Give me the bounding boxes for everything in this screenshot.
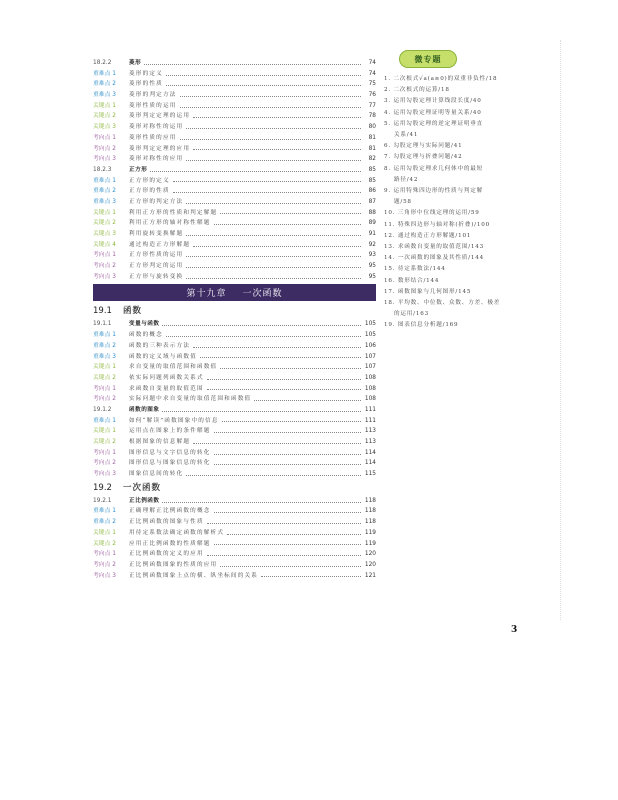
point-tag: 重难点 2: [93, 188, 116, 195]
dot-leader: [166, 336, 361, 337]
page-ref: 82: [368, 156, 376, 163]
toc-entry[interactable]: [93, 272, 376, 283]
point-tag: 关键点 1: [93, 364, 116, 371]
micro-topic-item[interactable]: 1. 二次根式√a(a≥0)的双重非负性/18: [384, 76, 498, 82]
dot-leader: [214, 512, 361, 513]
page-ref: 111: [364, 406, 376, 413]
point-tag: 考向点 1: [93, 134, 116, 141]
page-ref: 92: [368, 241, 376, 248]
page-ref: 80: [368, 124, 376, 131]
point-tag: 考向点 2: [93, 145, 116, 152]
point-tag: 重难点 1: [93, 417, 116, 424]
section-number: 19.2: [93, 482, 112, 493]
dot-leader: [186, 203, 361, 204]
subsection-number: 19.2.1: [93, 497, 112, 504]
micro-topic-item[interactable]: 7. 勾股定理与折叠问题/42: [384, 154, 463, 161]
entry-title: 正方形的性质: [129, 188, 170, 195]
micro-topics-heading: 微专题: [399, 50, 457, 68]
toc-entry[interactable]: [93, 458, 376, 469]
entry-title: 如何“解读”函数图象中的信息: [129, 417, 219, 424]
toc-entry[interactable]: [93, 261, 376, 272]
entry-title: 菱形的性质: [129, 81, 163, 88]
page-ref: 119: [364, 529, 376, 536]
page-edge-divider: [560, 40, 562, 620]
entry-title: 正方形的定义: [129, 177, 170, 184]
dot-leader: [220, 213, 361, 214]
entry-title: 菱形对称性的运用: [129, 124, 184, 131]
entry-title: 运用点在图象上的条件解题: [129, 428, 211, 435]
micro-topic-item[interactable]: 4. 运用勾股定理证明等量关系/40: [384, 109, 482, 116]
point-tag: 关键点 3: [93, 124, 116, 131]
point-tag: 关键点 1: [93, 428, 116, 435]
entry-title: 通过构造正方形解题: [129, 241, 191, 248]
micro-topic-item[interactable]: 18. 平均数、中位数、众数、方差、极差: [384, 300, 501, 307]
entry-title: 图形信息与图象信息的转化: [129, 460, 211, 467]
page-ref: 74: [368, 70, 376, 77]
page-ref: 119: [364, 540, 376, 547]
dot-leader: [162, 411, 361, 412]
entry-title: 菱形的定义: [129, 70, 163, 77]
entry-title: 菱形判定定理的应用: [129, 145, 191, 152]
dot-leader: [214, 544, 361, 545]
page-ref: 89: [368, 220, 376, 227]
toc-entry[interactable]: [93, 539, 376, 550]
page-ref: 114: [364, 449, 376, 456]
toc-entry[interactable]: [93, 229, 376, 240]
entry-title: 菱形对称性的应用: [129, 156, 184, 163]
toc-entry[interactable]: [93, 373, 376, 384]
point-tag: 重难点 3: [93, 92, 116, 99]
point-tag: 关键点 2: [93, 540, 116, 547]
point-tag: 考向点 3: [93, 471, 116, 478]
dot-leader: [186, 267, 361, 268]
entry-title: 正确理解正比例函数的概念: [129, 508, 211, 515]
micro-topic-item[interactable]: 2. 二次根式的运算/18: [384, 87, 450, 94]
page-ref: 85: [368, 166, 376, 173]
entry-title: 正比例函数的定义的应用: [129, 551, 204, 558]
entry-title: 正比例函数的图象与性质: [129, 519, 204, 526]
entry-title: 函数的定义域与函数值: [129, 353, 197, 360]
subsection-number: 18.2.2: [93, 60, 112, 66]
micro-topics-list: [384, 74, 544, 332]
entry-title: 实际问题中求自变量的取值范围和函数值: [129, 396, 252, 403]
toc-entry[interactable]: [93, 154, 376, 165]
page-ref: 120: [364, 561, 376, 568]
micro-topic-item[interactable]: 14. 一次函数的图象及其性质/144: [384, 255, 484, 262]
dot-leader: [173, 181, 361, 182]
micro-topics-panel: [384, 50, 544, 332]
dot-leader: [214, 224, 361, 225]
toc-entry[interactable]: [93, 111, 376, 122]
page-ref: 120: [364, 551, 376, 558]
dot-leader: [261, 576, 361, 577]
dot-leader: [214, 454, 361, 455]
page-ref: 113: [364, 439, 376, 445]
subsection-entry[interactable]: [93, 496, 376, 507]
micro-topic-item[interactable]: 6. 勾股定理与实际问题/41: [384, 143, 463, 150]
toc-entry[interactable]: [93, 250, 376, 261]
point-tag: 考向点 3: [93, 572, 116, 579]
page-ref: 87: [368, 198, 376, 205]
micro-topic-item[interactable]: 16. 数形结合/144: [384, 277, 440, 284]
point-tag: 关键点 2: [93, 113, 116, 120]
point-tag: 关键点 1: [93, 529, 116, 536]
toc-entry[interactable]: [93, 90, 376, 101]
subsection-entry[interactable]: [93, 319, 376, 330]
point-tag: 关键点 1: [93, 102, 116, 109]
entry-title: 函数的三种表示方法: [129, 342, 191, 349]
dot-leader: [207, 379, 361, 380]
subsection-entry[interactable]: [93, 165, 376, 176]
entry-title: 根据图象的信息解题: [129, 439, 191, 445]
micro-topic-item[interactable]: 路径/42: [394, 176, 419, 183]
page-ref: 114: [364, 460, 376, 467]
page-ref: 108: [364, 396, 376, 403]
micro-topic-item[interactable]: 8. 运用勾股定理求几何体中的最短: [384, 165, 484, 172]
dot-leader: [186, 235, 361, 236]
toc-entry[interactable]: [93, 197, 376, 208]
point-tag: 重难点 2: [93, 519, 116, 526]
point-tag: 考向点 2: [93, 396, 116, 403]
point-tag: 关键点 3: [93, 231, 116, 237]
dot-leader: [200, 357, 361, 358]
page-ref: 111: [364, 417, 376, 424]
dot-leader: [186, 128, 361, 129]
entry-title: 图形信息与文字信息的转化: [129, 449, 211, 456]
page-ref: 107: [364, 353, 376, 360]
point-tag: 重难点 1: [93, 70, 116, 77]
dot-leader: [227, 534, 361, 535]
dot-leader: [193, 347, 361, 348]
dot-leader: [166, 75, 361, 76]
point-tag: 考向点 1: [93, 449, 116, 456]
entry-title: 正方形: [129, 166, 148, 173]
dot-leader: [193, 246, 361, 247]
entry-title: 菱形性质的应用: [129, 134, 177, 141]
point-tag: 考向点 1: [93, 385, 116, 392]
chapter-banner[interactable]: [93, 284, 376, 301]
entry-title: 求函数自变量的取值范围: [129, 385, 204, 392]
toc-entry[interactable]: [93, 571, 376, 582]
toc-entry[interactable]: [93, 469, 376, 480]
point-tag: 考向点 3: [93, 273, 116, 280]
toc-entry[interactable]: [93, 208, 376, 219]
section-heading[interactable]: [93, 480, 376, 496]
point-tag: 重难点 3: [93, 353, 116, 360]
dot-leader: [207, 523, 361, 524]
chapter-title: 一次函数: [242, 289, 283, 300]
entry-title: 函数的图象: [129, 406, 160, 413]
toc-entry[interactable]: [93, 341, 376, 352]
page-ref: 77: [368, 102, 376, 109]
micro-topic-item[interactable]: 15. 待定系数法/144: [384, 266, 446, 273]
point-tag: 关键点 2: [93, 374, 116, 381]
dot-leader: [180, 96, 361, 97]
point-tag: 考向点 2: [93, 561, 116, 568]
point-tag: 关键点 1: [93, 209, 116, 216]
point-tag: 考向点 2: [93, 460, 116, 467]
point-tag: 关键点 4: [93, 241, 116, 248]
page-ref: 106: [364, 342, 376, 349]
page-ref: 95: [368, 273, 376, 280]
dot-leader: [162, 325, 361, 326]
entry-title: 函数的概念: [129, 332, 163, 339]
toc-entry[interactable]: [93, 330, 376, 341]
dot-leader: [207, 389, 361, 390]
entry-title: 正方形性质的运用: [129, 252, 184, 259]
dot-leader: [220, 566, 361, 567]
toc-entry[interactable]: [93, 448, 376, 459]
subsection-entry[interactable]: [93, 405, 376, 416]
section-title: 函数: [123, 306, 143, 317]
page-ref: 85: [368, 177, 376, 184]
entry-title: 菱形: [129, 60, 142, 66]
micro-topic-item[interactable]: 题/58: [394, 199, 412, 206]
subsection-number: 18.2.3: [93, 166, 112, 173]
toc-entry[interactable]: [93, 394, 376, 405]
toc-entry[interactable]: [93, 101, 376, 112]
page-ref: 105: [364, 332, 376, 339]
chapter-number: 第十九章: [186, 289, 227, 300]
entry-title: 菱形判定定理的运用: [129, 113, 191, 120]
dot-leader: [193, 117, 361, 118]
point-tag: 重难点 1: [93, 177, 116, 184]
toc-entry[interactable]: [93, 79, 376, 90]
dot-leader: [186, 278, 361, 279]
dot-leader: [214, 432, 361, 433]
page-ref: 78: [368, 113, 376, 120]
entry-title: 正比例函数图象的性质的应用: [129, 561, 218, 568]
subsection-entry[interactable]: [93, 58, 376, 69]
entry-title: 图象信息间的转化: [129, 471, 184, 478]
page-ref: 118: [364, 519, 376, 526]
page-ref: 118: [364, 508, 376, 515]
page-ref: 108: [364, 374, 376, 381]
entry-title: 应用正比例函数的性质解题: [129, 540, 211, 547]
dot-leader: [193, 443, 361, 444]
micro-topic-item[interactable]: 关系/41: [394, 132, 419, 139]
section-title: 一次函数: [123, 482, 162, 493]
micro-topic-item[interactable]: 9. 运用特殊四边形的性质与判定解: [384, 188, 484, 195]
micro-topic-item[interactable]: 12. 通过构造正方形解题/101: [384, 232, 472, 239]
point-tag: 重难点 1: [93, 332, 116, 339]
point-tag: 考向点 1: [93, 551, 116, 558]
page-ref: 107: [364, 364, 376, 371]
page-ref: 74: [368, 60, 376, 66]
toc-entry[interactable]: [93, 528, 376, 539]
point-tag: 重难点 2: [93, 81, 116, 88]
page-ref: 105: [364, 321, 376, 328]
point-tag: 关键点 2: [93, 439, 116, 445]
micro-topic-item[interactable]: 5. 运用勾股定理的逆定理证明垂直: [384, 120, 484, 127]
dot-leader: [186, 160, 361, 161]
entry-title: 正方形与旋转变换: [129, 273, 184, 280]
toc-entry[interactable]: [93, 549, 376, 560]
entry-title: 用待定系数法确定函数的解析式: [129, 529, 225, 536]
page-ref: 76: [368, 92, 376, 99]
toc-entry[interactable]: [93, 69, 376, 80]
dot-leader: [214, 464, 361, 465]
subsection-number: 19.1.2: [93, 406, 112, 413]
toc-entry[interactable]: [93, 416, 376, 427]
point-tag: 重难点 1: [93, 508, 116, 515]
toc-entry[interactable]: [93, 176, 376, 187]
section-number: 19.1: [93, 306, 112, 317]
page-ref: 75: [368, 81, 376, 88]
page-ref: 115: [364, 471, 376, 478]
toc-entry[interactable]: [93, 186, 376, 197]
entry-title: 正方形的判定方法: [129, 198, 184, 205]
dot-leader: [222, 421, 361, 422]
toc-entry[interactable]: [93, 240, 376, 251]
section-heading[interactable]: [93, 303, 376, 319]
dot-leader: [166, 85, 361, 86]
micro-topic-item[interactable]: 19. 图表信息分析题/169: [384, 322, 459, 329]
entry-title: 求自变量的取值范围和函数值: [129, 364, 218, 371]
page-ref: 93: [368, 252, 376, 259]
entry-title: 菱形性质的运用: [129, 102, 177, 109]
point-tag: 重难点 3: [93, 198, 116, 205]
toc-entry[interactable]: [93, 426, 376, 437]
dot-leader: [180, 139, 361, 140]
point-tag: 关键点 2: [93, 220, 116, 227]
entry-title: 变量与函数: [129, 321, 160, 328]
page-ref: 121: [364, 572, 376, 579]
toc-entry[interactable]: [93, 352, 376, 363]
dot-leader: [180, 107, 361, 108]
entry-title: 正比例函数: [129, 497, 160, 504]
entry-title: 利用正方形的轴对称性解题: [129, 220, 211, 227]
micro-topic-item[interactable]: 13. 求函数自变量的取值范围/143: [384, 244, 484, 251]
dot-leader: [162, 502, 361, 503]
entry-title: 正方形判定的运用: [129, 263, 184, 270]
micro-topic-item[interactable]: 10. 三角形中位线定理的运用/59: [384, 210, 480, 217]
table-of-contents: [93, 58, 376, 581]
page-ref: 88: [368, 209, 376, 216]
page-ref: 81: [368, 134, 376, 141]
dot-leader: [220, 368, 361, 369]
page-ref: 108: [364, 385, 376, 392]
point-tag: 考向点 3: [93, 156, 116, 163]
entry-title: 利用旋转变换解题: [129, 231, 184, 237]
dot-leader: [150, 171, 361, 172]
dot-leader: [193, 149, 361, 150]
entry-title: 正比例函数图象上点的横、纵坐标间的关系: [129, 572, 259, 579]
page-ref: 86: [368, 188, 376, 195]
page-ref: 118: [364, 497, 376, 504]
page-ref: 113: [364, 428, 376, 435]
entry-title: 依实际问题列函数关系式: [129, 374, 204, 381]
dot-leader: [186, 475, 361, 476]
toc-entry[interactable]: [93, 362, 376, 373]
page-ref: 91: [368, 231, 376, 237]
micro-topic-item[interactable]: 11. 特殊四边形与轴对称(折叠)/100: [384, 221, 490, 228]
micro-topic-item[interactable]: 3. 运用勾股定理计算线段长度/40: [384, 98, 482, 105]
entry-title: 菱形的判定方法: [129, 92, 177, 99]
toc-entry[interactable]: [93, 218, 376, 229]
toc-entry[interactable]: [93, 437, 376, 448]
dot-leader: [186, 256, 361, 257]
dot-leader: [254, 400, 361, 401]
page-number: 3: [511, 625, 518, 635]
micro-topic-item[interactable]: 的运用/163: [394, 311, 429, 318]
toc-entry[interactable]: [93, 144, 376, 155]
subsection-number: 19.1.1: [93, 321, 112, 328]
micro-topic-item[interactable]: 17. 函数图象与几何图形/145: [384, 288, 472, 295]
toc-entry[interactable]: [93, 506, 376, 517]
point-tag: 重难点 2: [93, 342, 116, 349]
toc-entry[interactable]: [93, 560, 376, 571]
dot-leader: [173, 192, 361, 193]
point-tag: 考向点 1: [93, 252, 116, 259]
dot-leader: [207, 555, 361, 556]
toc-entry[interactable]: [93, 122, 376, 133]
dot-leader: [144, 64, 361, 65]
entry-title: 利用正方形的性质和判定解题: [129, 209, 218, 216]
toc-entry[interactable]: [93, 384, 376, 395]
toc-entry[interactable]: [93, 517, 376, 528]
page-ref: 81: [368, 145, 376, 152]
toc-entry[interactable]: [93, 133, 376, 144]
point-tag: 考向点 2: [93, 263, 116, 270]
page-ref: 95: [368, 263, 376, 270]
